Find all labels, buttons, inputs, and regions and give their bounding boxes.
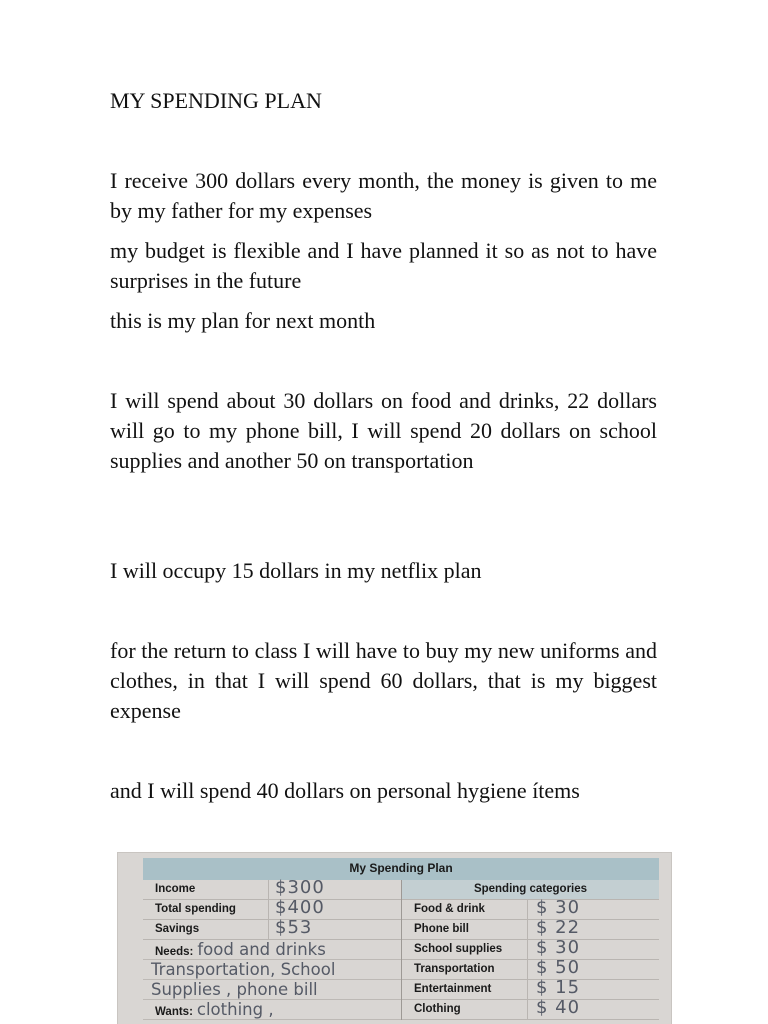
paragraph-netflix: I will occupy 15 dollars in my netflix plan	[110, 558, 482, 583]
spending-categories-table	[402, 880, 659, 1020]
category-row	[402, 977, 659, 1000]
wants-text: clothing ,	[196, 1000, 274, 1019]
paragraph-income: I receive 300 dollars every month, the money is given to me by my father for my expenses	[110, 168, 657, 223]
categories-header: Spending categories	[473, 883, 588, 895]
paragraph-budget: my budget is flexible and I have planned it so as not to have surprises in the future	[110, 238, 657, 293]
cell-divider	[527, 940, 528, 960]
summary-label: Income	[155, 883, 196, 895]
category-row	[402, 957, 659, 980]
category-label: Phone bill	[414, 923, 469, 935]
needs-label: Needs:	[155, 946, 194, 958]
summary-row-savings	[143, 917, 401, 940]
summary-row-total-spending	[143, 897, 401, 920]
category-label: Food & drink	[414, 903, 485, 915]
category-label: Clothing	[414, 1003, 461, 1015]
needs-line	[143, 940, 401, 960]
needs-section	[143, 940, 401, 1020]
summary-label: Savings	[155, 923, 200, 935]
needs-line: Transportation, School	[143, 960, 401, 980]
paragraph-expenses: I will spend about 30 dollars on food and drinks, 22 dollars will go to my phone bill, I will spend 20 dollars on school supplies and another 50 on transportation	[110, 388, 657, 473]
paragraph-hygiene: and I will spend 40 dollars on personal hygiene ítems	[110, 778, 580, 803]
cell-divider	[527, 980, 528, 1000]
category-value: $ 40	[536, 997, 581, 1018]
cell-divider	[527, 920, 528, 940]
category-value: $ 22	[536, 917, 581, 938]
wants-label: Wants:	[155, 1006, 193, 1018]
summary-value: $53	[275, 917, 313, 938]
category-row	[402, 917, 659, 940]
category-label: School supplies	[414, 943, 503, 955]
document-title: MY SPENDING PLAN	[110, 88, 322, 113]
summary-value: $300	[275, 877, 325, 898]
category-label: Entertainment	[414, 983, 492, 995]
worksheet-title: My Spending Plan	[143, 858, 659, 880]
worksheet-summary-table	[143, 877, 401, 940]
category-row	[402, 897, 659, 920]
cell-divider	[527, 960, 528, 980]
category-value: $ 30	[536, 897, 581, 918]
spending-plan-photo	[117, 852, 672, 1024]
cell-divider	[268, 900, 269, 920]
wants-line	[143, 1000, 401, 1020]
cell-divider	[527, 900, 528, 920]
categories-header-row	[402, 880, 659, 900]
summary-row-income	[143, 877, 401, 900]
cell-divider	[268, 920, 269, 940]
summary-label: Total spending	[155, 903, 236, 915]
needs-line: Supplies , phone bill	[143, 980, 401, 1000]
category-label: Transportation	[414, 963, 495, 975]
cell-divider	[268, 880, 269, 900]
paragraph-clothes: for the return to class I will have to buy my new uniforms and clothes, in that I will spend 60 dollars, that is my biggest expense	[110, 638, 657, 723]
summary-value: $400	[275, 897, 325, 918]
category-row	[402, 997, 659, 1020]
needs-text: food and drinks	[197, 940, 326, 959]
cell-divider	[527, 1000, 528, 1020]
category-value: $ 15	[536, 977, 581, 998]
paragraph-plan-intro: this is my plan for next month	[110, 308, 376, 333]
category-row	[402, 937, 659, 960]
category-value: $ 30	[536, 937, 581, 958]
category-value: $ 50	[536, 957, 581, 978]
